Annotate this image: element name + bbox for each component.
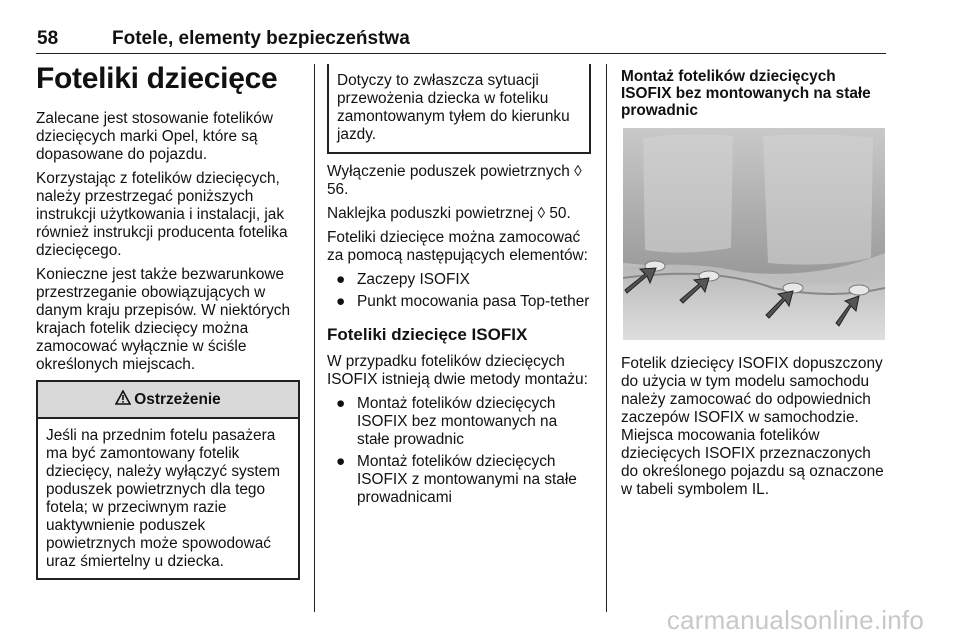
warning-continuation-box [327,64,591,154]
warning-body: Jeśli na przednim fotelu pasażera ma być zamontowany fotelik dziecięcy, należy wyłączyć system poduszek powietrznych dla tego fotela; w przeciwnym razie uaktywnienie poduszek powietrznych może spowodować uraz śmiertelny u dziecka. [46,427,281,570]
methods-intro: W przypadku fotelików dziecięcych ISOFIX istnieją dwie metody montażu: [327,353,588,388]
airbag-deactivation-reference[interactable]: Wyłączenie poduszek powietrznych ◊ 56. [327,163,582,198]
bullet-icon: ● [336,395,346,412]
bullet-icon: ● [336,293,346,310]
subsection-heading: Montaż fotelików dziecięcych ISOFIX bez montowanych na stałe prowadnic [621,68,871,119]
column-3 [621,68,887,119]
warning-triangle-icon [115,390,131,410]
column-divider-1 [314,64,315,612]
methods-list [327,395,592,507]
warning-title: Ostrzeżenie [134,390,221,408]
header-divider [36,53,886,54]
isofix-anchors-photo [623,128,885,340]
warning-continuation-text: Dotyczy to zwłaszcza sytuacji przewożenia dziecka w foteliku zamontowanym tyłem do kierunku jazdy. [337,72,570,143]
list-item: ● Montaż fotelików dziecięcych ISOFIX bez montowanych na stałe prowadnic [336,395,558,448]
warning-box [36,380,300,580]
list-item: ● Punkt mocowania pasa Top-tether [336,293,590,310]
warning-header [38,380,298,419]
page-title: Foteliki dziecięce [36,62,278,95]
isofix-section-heading: Foteliki dziecięce ISOFIX [327,325,528,344]
instructions-paragraph: Korzystając z fotelików dziecięcych, należy przestrzegać poniższych instrukcji użytkowania i instalacji, jak również instrukcji producenta fotelika dziecięcego. [36,170,288,259]
watermark: carmanualsonline.info [666,605,924,635]
column-2 [327,163,592,511]
airbag-label-reference[interactable]: Naklejka poduszki powietrznej ◊ 50. [327,205,571,222]
intro-paragraph: Zalecane jest stosowanie fotelików dziecięcych marki Opel, które są dopasowane do pojazdu. [36,110,273,163]
mounting-elements-list [327,271,592,311]
bullet-icon: ● [336,453,346,470]
isofix-paragraph: Fotelik dziecięcy ISOFIX dopuszczony do użycia w tym modelu samochodu należy zamocować do odpowiednich zaczepów ISOFIX w samochodzie. Miejsca mocowania fotelików dziecięcych ISOFIX przeznaczonych do określonego pojazdu są oznaczone w tabeli symbolem IL. [621,355,884,498]
column-1 [36,110,302,374]
column-3-body [621,355,887,499]
column-divider-2 [606,64,607,612]
list-item: ● Montaż fotelików dziecięcych ISOFIX z montowanymi na stałe prowadnicami [336,453,577,506]
list-item: ● Zaczepy ISOFIX [336,271,470,288]
section-title: Fotele, elementy bezpieczeństwa [112,28,410,49]
page-number: 58 [37,28,59,49]
mounting-elements-intro: Foteliki dziecięce można zamocować za pomocą następujących elementów: [327,229,588,264]
regulations-paragraph: Konieczne jest także bezwarunkowe przestrzeganie obowiązujących w danym kraju przepisów. W niektórych krajach fotelik dziecięcy można zamocować wyłącznie w ściśle określonych miejscach. [36,266,291,373]
bullet-icon: ● [336,271,346,288]
